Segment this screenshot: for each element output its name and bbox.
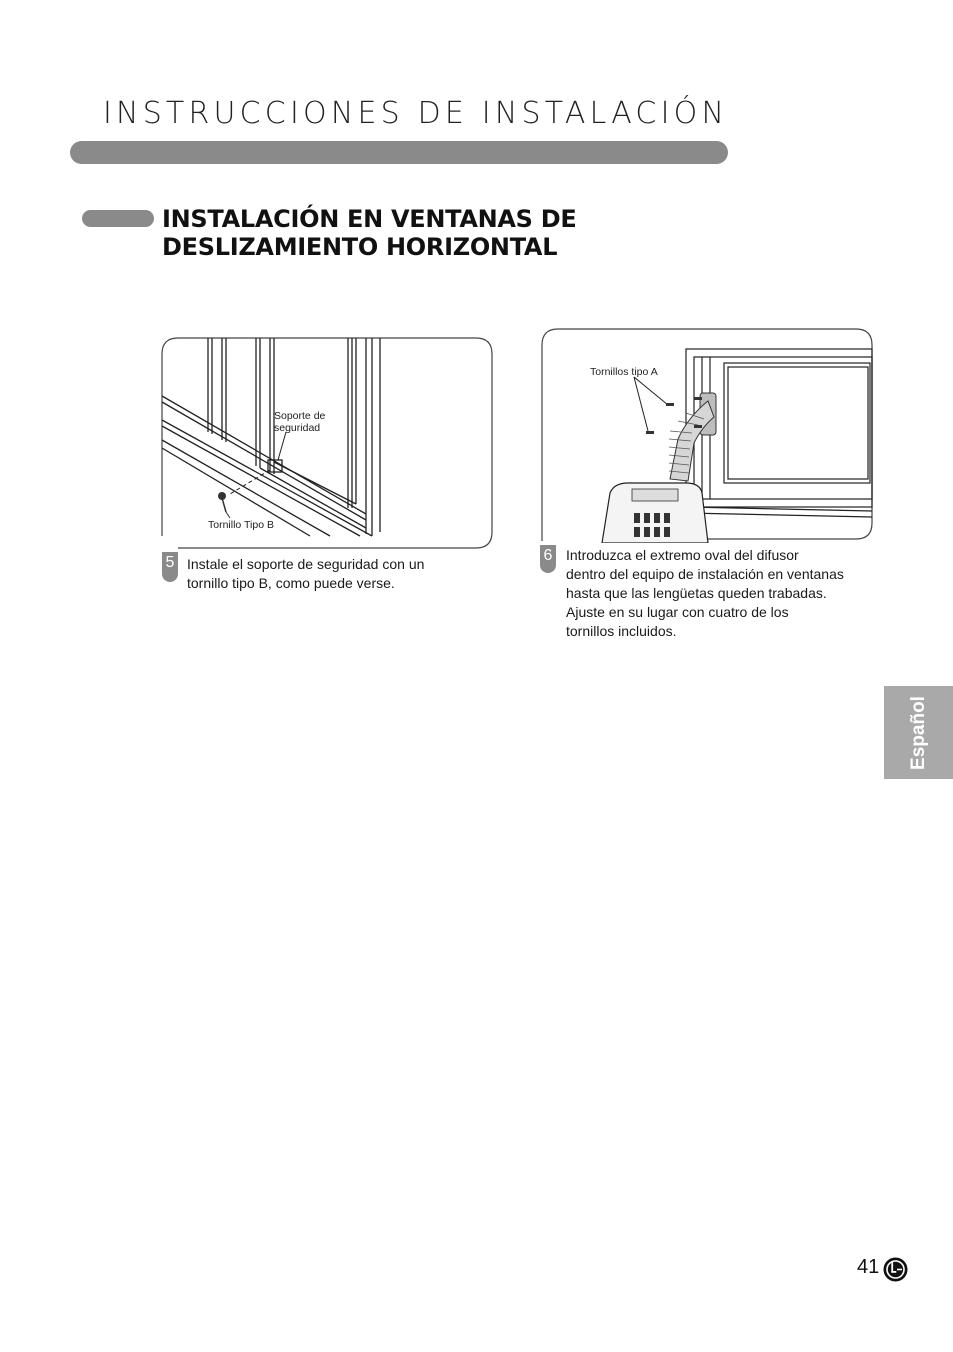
lg-logo-icon [883,1257,908,1287]
language-label: Español [907,695,929,770]
figure-5-illustration [160,336,494,550]
label-screws-a: Tornillos tipo A [590,366,658,378]
label-security-bracket: Soporte de seguridad [274,410,326,434]
section-heading-line2: DESLIZAMIENTO HORIZONTAL [162,233,558,261]
title-bar [70,141,728,164]
step-5-badge: 5 [162,552,178,582]
section-pill [82,210,154,227]
screw-b-icon [218,492,230,518]
step-5-text: Instale el soporte de seguridad con un tornillo tipo B, como puede verse. [187,556,425,591]
language-side-tab [884,686,953,779]
page-number: 41 [857,1256,880,1278]
window-bracket-drawing [160,336,494,550]
step-6-badge: 6 [540,545,556,573]
figure-6-illustration [538,327,874,543]
section-heading-line1: INSTALACIÓN EN VENTANAS DE [162,205,577,233]
page-title: INSTRUCCIONES DE INSTALACIÓN [103,96,729,131]
step-6-text: Introduzca el extremo oval del difusor dentro del equipo de instalación en ventanas hasta que las lengüetas queden trabadas. Ajuste en su lugar con cuatro de los tornillos incluidos. [566,547,844,639]
hose-window-drawing [538,327,874,543]
section-heading [162,205,576,261]
label-screw-b: Tornillo Tipo B [208,519,274,531]
